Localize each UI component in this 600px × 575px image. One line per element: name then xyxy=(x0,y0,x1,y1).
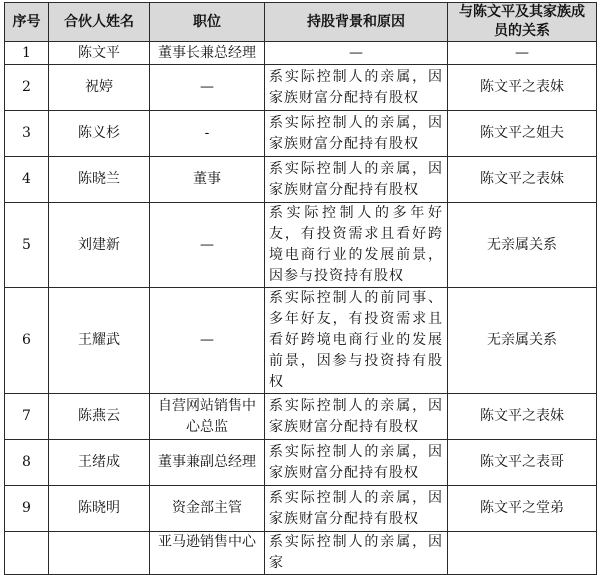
cell-no: 2 xyxy=(5,65,49,111)
table-row xyxy=(5,111,597,157)
header-no: 序号 xyxy=(5,3,49,42)
partner-table xyxy=(4,2,597,575)
header-position: 职位 xyxy=(150,3,265,42)
header-background: 持股背景和原因 xyxy=(265,3,448,42)
cell-background: 系实际控制人的亲属，因家族财富分配持有股权 xyxy=(265,65,448,111)
cell-name: 祝婷 xyxy=(49,65,150,111)
cell-position: 自营网站销售中心总监 xyxy=(150,394,265,440)
table-row xyxy=(5,203,597,288)
cell-no: 7 xyxy=(5,394,49,440)
table-row xyxy=(5,532,597,575)
cell-name: 刘建新 xyxy=(49,203,150,288)
cell-position: - xyxy=(150,111,265,157)
table-row xyxy=(5,288,597,394)
cell-position: — xyxy=(150,65,265,111)
cell-relation: 无亲属关系 xyxy=(448,288,597,394)
cell-no xyxy=(5,532,49,575)
cell-relation: — xyxy=(448,42,597,65)
table-row xyxy=(5,42,597,65)
cell-background: 系实际控制人的多年好友，有投资需求且看好跨境电商行业的发展前景，因参与投资持有股权 xyxy=(265,203,448,288)
cell-position: 资金部主管 xyxy=(150,486,265,532)
table-row xyxy=(5,65,597,111)
header-row xyxy=(5,3,597,42)
cell-name: 王耀武 xyxy=(49,288,150,394)
cell-background: 系实际控制人的前同事、多年好友，有投资需求且看好跨境电商行业的发展前景，因参与投资持有股权 xyxy=(265,288,448,394)
cell-relation: 无亲属关系 xyxy=(448,203,597,288)
cell-position: 亚马逊销售中心 xyxy=(150,532,265,575)
cell-name: 陈晓明 xyxy=(49,486,150,532)
cell-position: 董事 xyxy=(150,157,265,203)
cell-no: 8 xyxy=(5,440,49,486)
cell-relation: 陈文平之表妹 xyxy=(448,157,597,203)
cell-position: — xyxy=(150,203,265,288)
cell-background: 系实际控制人的亲属，因家 xyxy=(265,532,448,575)
cell-background: 系实际控制人的亲属，因家族财富分配持有股权 xyxy=(265,440,448,486)
cell-name: 陈晓兰 xyxy=(49,157,150,203)
cell-no: 5 xyxy=(5,203,49,288)
cell-no: 6 xyxy=(5,288,49,394)
table-row xyxy=(5,486,597,532)
cell-background: 系实际控制人的亲属，因家族财富分配持有股权 xyxy=(265,394,448,440)
cell-position: — xyxy=(150,288,265,394)
cell-relation: 陈文平之表妹 xyxy=(448,65,597,111)
cell-background: 系实际控制人的亲属，因家族财富分配持有股权 xyxy=(265,157,448,203)
table-row xyxy=(5,394,597,440)
cell-relation: 陈文平之表妹 xyxy=(448,394,597,440)
cell-name: 陈燕云 xyxy=(49,394,150,440)
cell-relation: 陈文平之表哥 xyxy=(448,440,597,486)
cell-relation: 陈文平之姐夫 xyxy=(448,111,597,157)
cell-relation xyxy=(448,532,597,575)
cell-no: 4 xyxy=(5,157,49,203)
cell-relation: 陈文平之堂弟 xyxy=(448,486,597,532)
cell-name: 陈义杉 xyxy=(49,111,150,157)
cell-no: 3 xyxy=(5,111,49,157)
cell-no: 9 xyxy=(5,486,49,532)
cell-position: 董事长兼总经理 xyxy=(150,42,265,65)
cell-name: 王绪成 xyxy=(49,440,150,486)
cell-background: 系实际控制人的亲属，因家族财富分配持有股权 xyxy=(265,111,448,157)
cell-name: 陈文平 xyxy=(49,42,150,65)
table-row xyxy=(5,157,597,203)
header-relation: 与陈文平及其家族成员的关系 xyxy=(448,3,597,42)
cell-name xyxy=(49,532,150,575)
cell-background: — xyxy=(265,42,448,65)
cell-no: 1 xyxy=(5,42,49,65)
cell-position: 董事兼副总经理 xyxy=(150,440,265,486)
header-name: 合伙人姓名 xyxy=(49,3,150,42)
cell-background: 系实际控制人的亲属，因家族财富分配持有股权 xyxy=(265,486,448,532)
